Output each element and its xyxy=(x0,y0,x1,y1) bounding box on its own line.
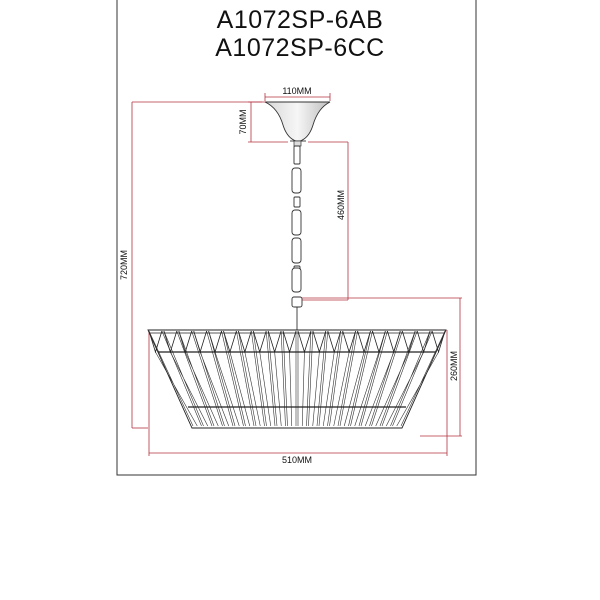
crystal-shade xyxy=(148,330,446,428)
shade-width-label: 510MM xyxy=(281,455,313,465)
canopy-height-label: 70MM xyxy=(238,109,248,135)
shade-outline xyxy=(148,330,446,428)
total-height-label: 720MM xyxy=(119,249,129,281)
shade-height-label: 260MM xyxy=(449,350,459,382)
ceiling-canopy xyxy=(265,102,330,146)
canopy-width-label: 110MM xyxy=(282,86,312,96)
chain-length-label: 460MM xyxy=(336,189,346,221)
model-title-1: A1072SP-6AB xyxy=(216,6,384,34)
hanging-chain xyxy=(292,146,302,336)
model-title-2: A1072SP-6CC xyxy=(215,34,385,62)
